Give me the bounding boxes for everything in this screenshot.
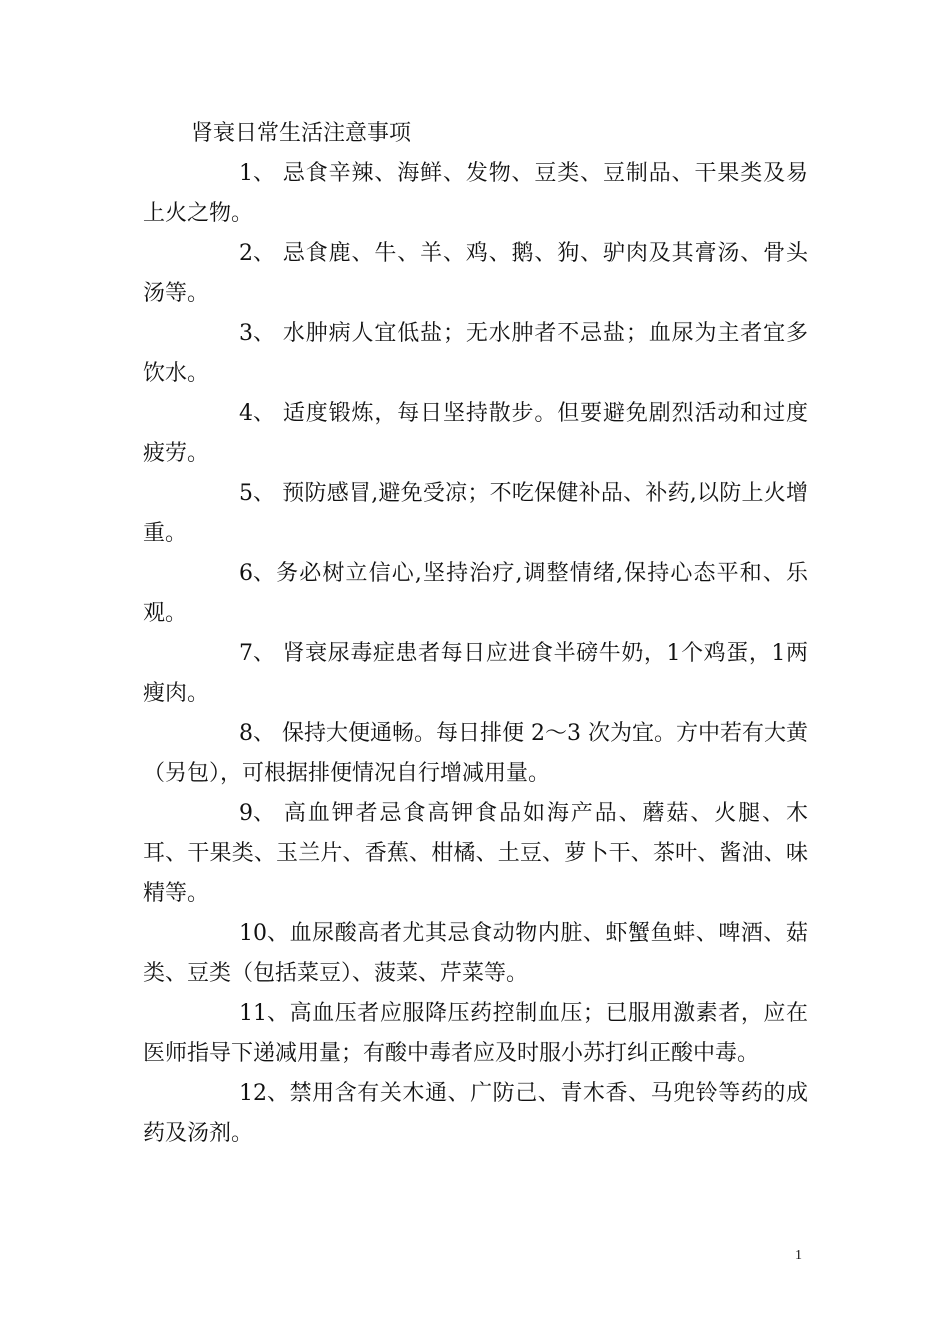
list-item	[143, 794, 808, 914]
item-text: 忌食鹿、牛、羊、鸡、鹅、狗、驴肉及其膏汤、骨头汤等。	[143, 241, 808, 306]
page-number: 1	[795, 1248, 802, 1263]
item-text: 高血钾者忌食高钾食品如海产品、蘑菇、火腿、木耳、干果类、玉兰片、香蕉、柑橘、土豆、萝卜干、茶叶、酱油、味精等。	[143, 801, 808, 906]
item-text: 预防感冒,避免受凉；不吃保健补品、补药,以防上火增重。	[143, 481, 808, 546]
item-text: 保持大便通畅。每日排便 2～3 次为宜。方中若有大黄（另包），可根据排便情况自行增减用量。	[143, 721, 808, 786]
list-item	[143, 914, 808, 994]
item-number: 2、	[239, 241, 275, 266]
item-text: 务必树立信心,坚持治疗,调整情绪,保持心态平和、乐观。	[143, 561, 808, 626]
item-text: 禁用含有关木通、广防己、青木香、马兜铃等药的成药及汤剂。	[143, 1081, 808, 1146]
item-text: 高血压者应服降压药控制血压；已服用激素者，应在医师指导下递减用量；有酸中毒者应及时服小苏打纠正酸中毒。	[143, 1001, 808, 1066]
list-item	[143, 994, 808, 1074]
item-text: 适度锻炼，每日坚持散步。但要避免剧烈活动和过度疲劳。	[143, 401, 808, 466]
item-number: 5、	[239, 481, 275, 506]
item-text: 肾衰尿毒症患者每日应进食半磅牛奶，1个鸡蛋，1两瘦肉。	[143, 641, 808, 706]
list-item	[143, 714, 808, 794]
list-item	[143, 1074, 808, 1154]
item-number: 10、	[239, 921, 289, 946]
list-item	[143, 314, 808, 394]
list-item	[143, 234, 808, 314]
document-title: 肾衰日常生活注意事项	[191, 121, 412, 146]
item-number: 8、	[239, 721, 275, 746]
document-body	[143, 114, 808, 1154]
item-number: 7、	[239, 641, 275, 666]
item-number: 11、	[239, 1001, 289, 1026]
list-item	[143, 154, 808, 234]
item-text: 忌食辛辣、海鲜、发物、豆类、豆制品、干果类及易上火之物。	[143, 161, 808, 226]
item-number: 3、	[239, 321, 275, 346]
item-number: 6、	[239, 561, 275, 586]
item-number: 1、	[239, 161, 275, 186]
list-item	[143, 634, 808, 714]
list-item	[143, 474, 808, 554]
item-number: 9、	[239, 801, 275, 826]
item-number: 12、	[239, 1081, 289, 1106]
item-number: 4、	[239, 401, 275, 426]
item-text: 水肿病人宜低盐；无水肿者不忌盐；血尿为主者宜多饮水。	[143, 321, 808, 386]
list-item	[143, 394, 808, 474]
item-text: 血尿酸高者尤其忌食动物内脏、虾蟹鱼蚌、啤酒、菇类、豆类（包括菜豆）、菠菜、芹菜等。	[143, 921, 808, 986]
list-item	[143, 554, 808, 634]
